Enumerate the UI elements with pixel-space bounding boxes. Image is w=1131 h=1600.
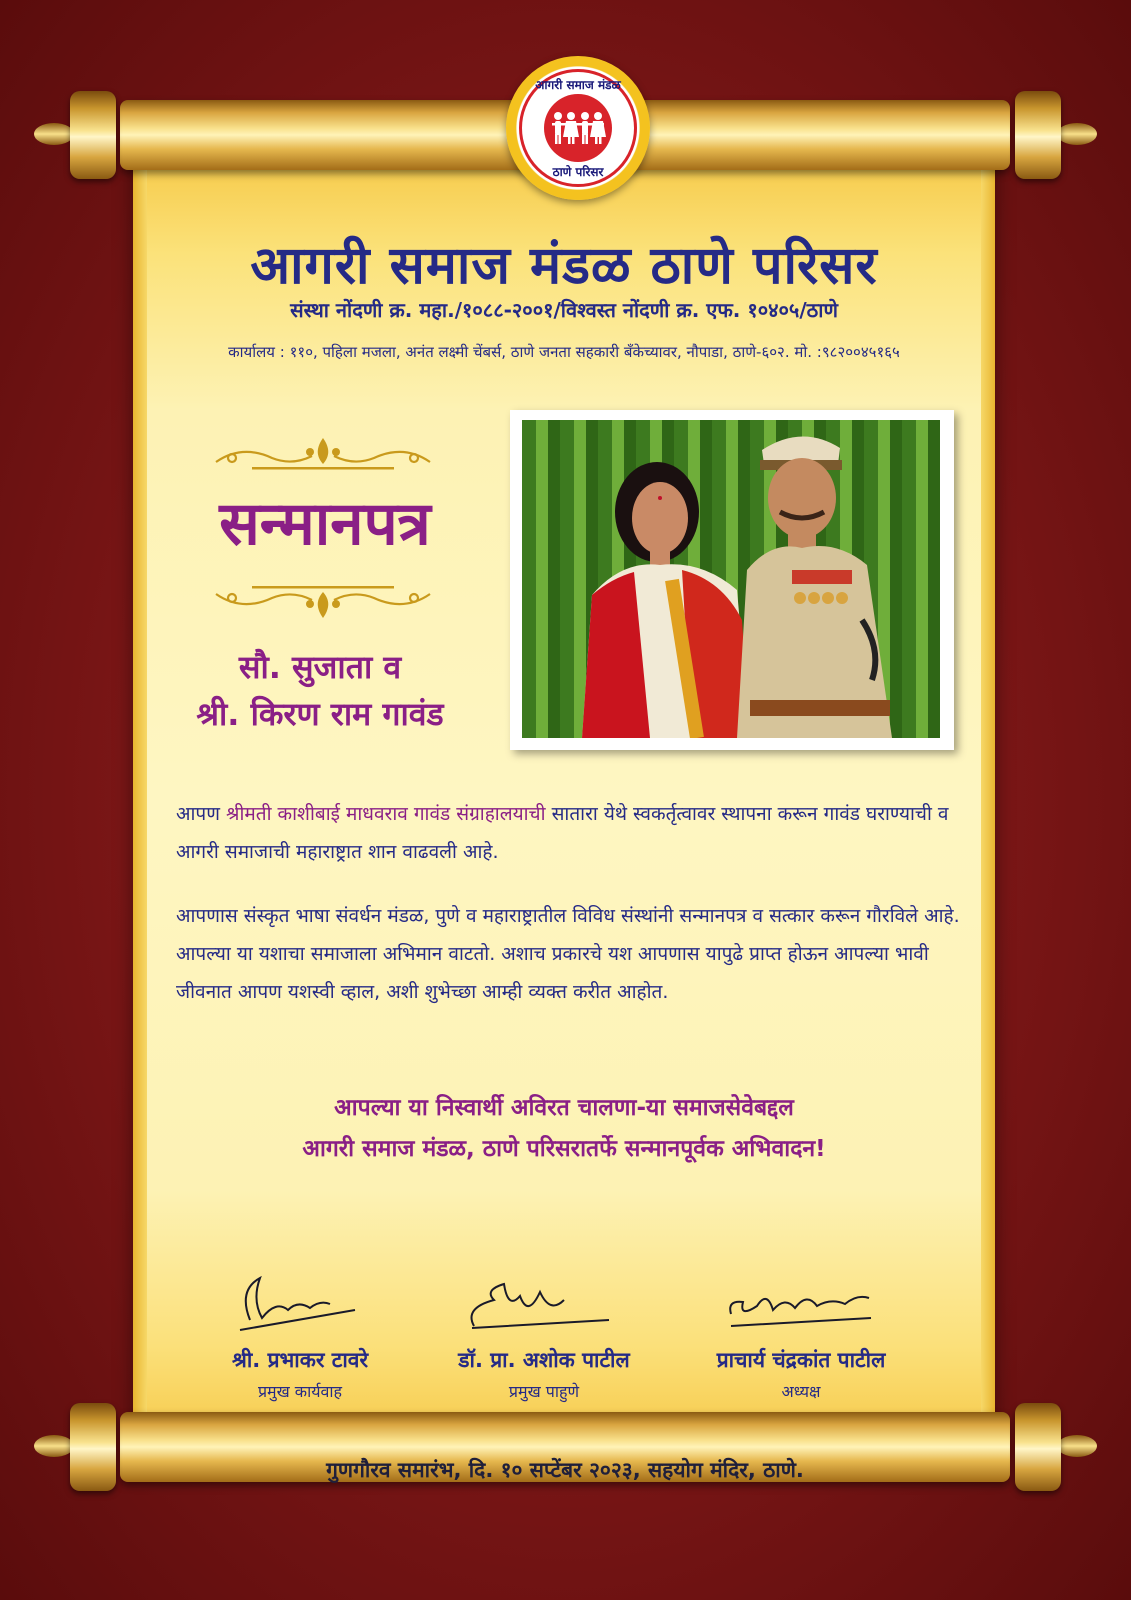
paragraph-1-end: सातारा येथे स्वकर्तृत्वावर स्थापना करून गावंड घराण्याची व आगरी समाजाची महाराष्ट्रात शान वाढवली आहे. [176, 803, 949, 863]
signature-3 [681, 1270, 921, 1340]
logo-ring [519, 69, 637, 187]
signatory-3-name: प्राचार्य चंद्रकांत पाटील [716, 1348, 886, 1372]
paragraph-1 [176, 795, 966, 871]
roller-knob-bottom-left [70, 1403, 116, 1491]
roller-knob-bottom-right [1015, 1403, 1061, 1491]
signatory-2-name: डॉ. प्रा. अशोक पाटील [458, 1348, 630, 1372]
scroll-tip-top-left [34, 123, 74, 145]
event-line: गुणगौरव समारंभ, दि. १० सप्टेंबर २०२३, सहयोग मंदिर, ठाणे. [326, 1458, 804, 1482]
logo-text-bottom: ठाणे परिसर [552, 165, 604, 179]
honoree-line-1: सौ. सुजाता व [238, 648, 402, 686]
ornament-top-icon [212, 434, 434, 474]
tribute-line-2: आगरी समाज मंडळ, ठाणे परिसरातर्फे सन्मानपूर्वक अभिवादन! [302, 1136, 826, 1162]
scroll-tip-bottom-left [34, 1435, 74, 1457]
ornament-bottom-icon [212, 582, 434, 622]
certificate-heading: सन्मानपत्र [219, 489, 431, 559]
roller-knob-top-left [70, 91, 116, 179]
scroll-tip-top-right [1057, 123, 1097, 145]
signatory-1-name: श्री. प्रभाकर टावरे [231, 1348, 369, 1372]
scroll-tip-bottom-right [1057, 1435, 1097, 1457]
address-line: कार्यालय : ११०, पहिला मजला, अनंत लक्ष्मी चेंबर्स, ठाणे जनता सहकारी बँकेच्यावर, नौपाडा, ठाणे-६०२. मो. :९८२००४५१६५ [228, 343, 900, 361]
honoree-photo-frame [510, 410, 954, 750]
logo-emblem [544, 94, 612, 162]
people-icon [544, 94, 612, 162]
museum-name-highlight: श्रीमती काशीबाई माधवराव गावंड संग्राहालयाची [226, 803, 546, 825]
roller-knob-top-right [1015, 91, 1061, 179]
tribute-line-1: आपल्या या निस्वार्थी अविरत चालणा-या समाजसेवेबद्दल [334, 1095, 794, 1121]
signature-2 [424, 1270, 664, 1340]
signatory-1 [180, 1270, 420, 1402]
signatory-2 [424, 1270, 664, 1402]
signature-1 [180, 1270, 420, 1340]
signatory-3-role: अध्यक्ष [781, 1382, 821, 1401]
org-title: आगरी समाज मंडळ ठाणे परिसर [250, 236, 878, 296]
honoree-photo [522, 420, 940, 738]
couple-photo-icon [522, 420, 940, 738]
registration-line: संस्था नोंदणी क्र. महा./१०८८-२००१/विश्वस्त नोंदणी क्र. एफ. १०४०५/ठाणे [290, 298, 838, 322]
paragraph-2: आपणास संस्कृत भाषा संवर्धन मंडळ, पुणे व महाराष्ट्रातील विविध संस्थांनी सन्मानपत्र व सत्कार करून गौरविले आहे. आपल्या या यशाचा समाजाला अभिमान वाटतो. अशाच प्रकारचे यश आपणास यापुढे प्राप्त होऊन आपल्या भावी जीवनात आपण यशस्वी व्हाल, अशी शुभेच्छा आम्ही व्यक्त करीत आहोत. [176, 905, 960, 1003]
honoree-line-2: श्री. किरण राम गावंड [196, 695, 444, 733]
paragraph-1-start: आपण [176, 803, 226, 825]
signatory-3 [681, 1270, 921, 1402]
logo-text-top: आगरी समाज मंडळ [535, 78, 621, 92]
signatory-2-role: प्रमुख पाहुणे [508, 1382, 580, 1401]
org-logo [506, 56, 650, 200]
signatory-1-role: प्रमुख कार्यवाह [257, 1382, 343, 1401]
